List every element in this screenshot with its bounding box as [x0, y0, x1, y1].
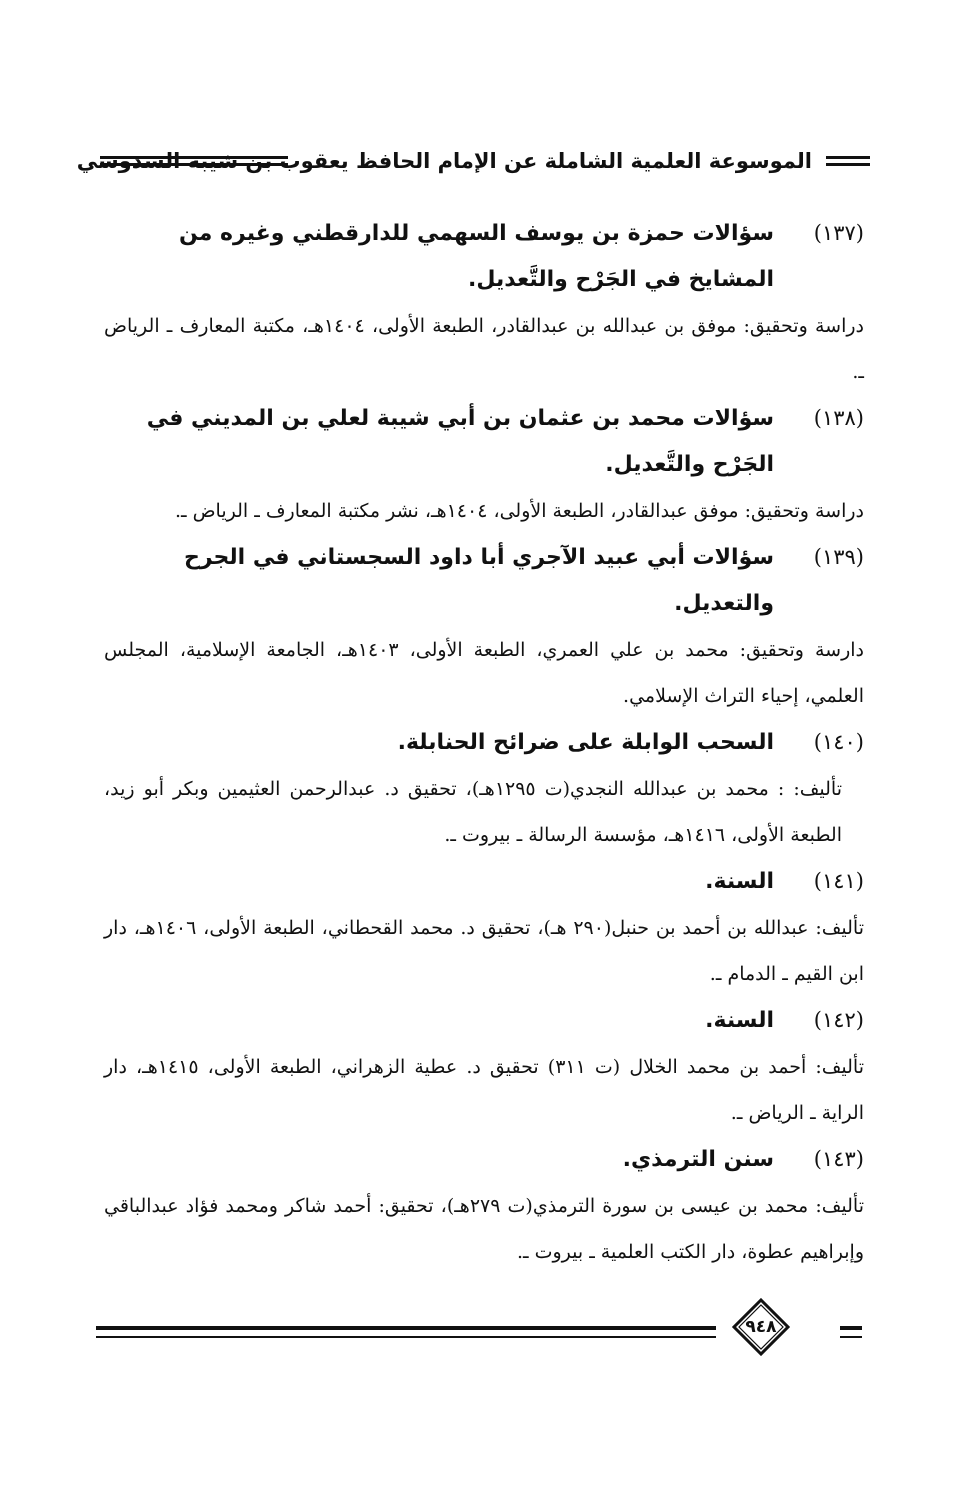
entry-details: دراسة وتحقيق: موفق عبدالقادر، الطبعة الأولى، ١٤٠٤هـ، نشر مكتبة المعارف ـ الرياض ـ.	[174, 500, 864, 522]
entry-heading	[104, 210, 864, 303]
entry-number: (١٣٨)	[813, 406, 864, 430]
entry-number: (١٤٢)	[813, 1008, 864, 1032]
entry-details: تأليف: أحمد بن محمد الخلال (ت ٣١١) تحقيق د. عطية الزهراني، الطبعة الأولى، ١٤١٥هـ، دار الراية ـ الرياض ـ.	[104, 1056, 865, 1124]
entry-title: سؤالات أبي عبيد الآجري أبا داود السجستاني في الجرح والتعديل.	[183, 545, 774, 616]
entry-title: السنة.	[705, 1008, 774, 1033]
entry-title: السنة.	[705, 869, 774, 894]
entry-heading	[104, 534, 864, 627]
page-number-diamond	[732, 1298, 790, 1356]
entry-heading	[104, 1136, 864, 1183]
entry-heading	[104, 719, 864, 766]
running-header	[76, 146, 870, 180]
entry-details: دراسة وتحقيق: موفق بن عبدالله بن عبدالقادر، الطبعة الأولى، ١٤٠٤هـ، مكتبة المعارف ـ الرياض ـ.	[104, 315, 864, 383]
header-title: الموسوعة العلمية الشاملة عن الإمام الحافظ يعقوب بن شيبة السدوسي	[76, 149, 812, 173]
entry-title: السحب الوابلة على ضرائح الحنابلة.	[397, 730, 774, 755]
entry-number: (١٤٠)	[813, 730, 864, 754]
page-footer	[96, 1296, 862, 1366]
entry-title: سؤالات حمزة بن يوسف السهمي للدارقطني وغيره من المشايخ في الجَرْح والتَّعديل.	[178, 221, 774, 292]
bibliography-entry-141	[104, 858, 864, 997]
entry-number: (١٣٧)	[813, 221, 864, 245]
entry-heading	[104, 858, 864, 905]
bibliography-entry-137	[104, 210, 864, 395]
entry-heading	[104, 395, 864, 488]
page-number: ٩٤٨	[745, 1317, 777, 1337]
bibliography-entry-140	[104, 719, 864, 858]
header-rule-left	[100, 156, 288, 166]
entry-number: (١٤١)	[813, 869, 864, 893]
entry-number: (١٤٣)	[813, 1147, 864, 1171]
bibliography-entry-142	[104, 997, 864, 1136]
entry-title: سؤالات محمد بن عثمان بن أبي شيبة لعلي بن المديني في الجَرْح والتَّعديل.	[146, 406, 774, 477]
bibliography-list	[104, 210, 864, 1275]
entry-number: (١٣٩)	[813, 545, 864, 569]
entry-details: تأليف: : محمد بن عبدالله النجدي(ت ١٢٩٥هـ)، تحقيق د. عبدالرحمن العثيمين وبكر أبو زيد، الطبعة الأولى، ١٤١٦هـ، مؤسسة الرسالة ـ بيروت ـ.	[104, 778, 842, 846]
entry-title: سنن الترمذي.	[622, 1147, 774, 1172]
entry-details: تأليف: عبدالله بن أحمد بن حنبل(٢٩٠ هـ)، تحقيق د. محمد القحطاني، الطبعة الأولى، ١٤٠٦هـ، دار ابن القيم ـ الدمام ـ.	[104, 917, 864, 985]
bibliography-entry-138	[104, 395, 864, 534]
footer-rule-left	[96, 1326, 716, 1338]
entry-details: تأليف: محمد بن عيسى بن سورة الترمذي(ت ٢٧٩هـ)، تحقيق: أحمد شاكر ومحمد فؤاد عبدالباقي وإبراهيم عطوة، دار الكتب العلمية ـ بيروت ـ.	[104, 1195, 864, 1263]
bibliography-entry-143	[104, 1136, 864, 1275]
footer-rule-right	[840, 1326, 862, 1338]
entry-details: دارسة وتحقيق: محمد بن علي العمري، الطبعة الأولى، ١٤٠٣هـ، الجامعة الإسلامية، المجلس العلمي، إحياء التراث الإسلامي.	[104, 639, 864, 707]
bibliography-entry-139	[104, 534, 864, 719]
header-rule-right	[826, 156, 870, 166]
entry-heading	[104, 997, 864, 1044]
